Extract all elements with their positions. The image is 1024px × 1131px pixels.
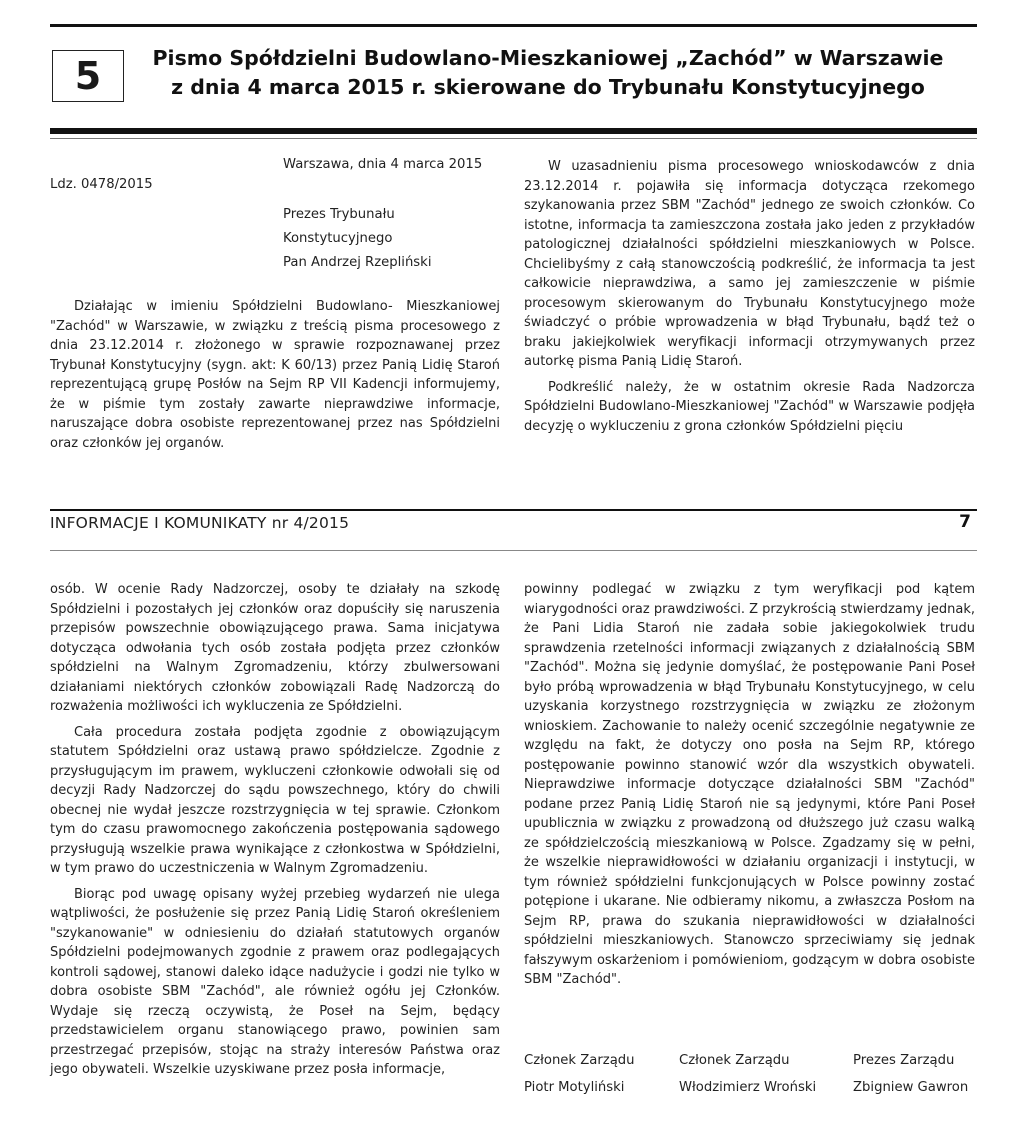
article-title-line-2: z dnia 4 marca 2015 r. skierowane do Trybunału Konstytucyjnego: [171, 75, 925, 99]
footer-rule-thin: [50, 550, 977, 551]
bottom-left-column: [50, 580, 500, 1086]
article-title-line-1: Pismo Spółdzielni Budowlano-Mieszkaniowej „Zachód” w Warszawie: [152, 46, 944, 70]
letter-intro-column: [50, 297, 500, 459]
bottom-right-column: [524, 580, 975, 996]
signature-name: Piotr Motyliński: [524, 1080, 625, 1095]
title-rule: [50, 128, 977, 134]
addressee-line-1: Prezes Trybunału: [283, 207, 395, 222]
addressee-line-2: Konstytucyjnego: [283, 231, 393, 246]
signature-role: Członek Zarządu: [524, 1053, 635, 1068]
paragraph: Cała procedura została podjęta zgodnie z obowiązującym statutem Spółdzielni oraz ustawą prawo spółdzielcze. Zgodnie z przysługującym im prawem, wykluczeni członkowie odwołali się od decyzji Rady Nadzorczej do sądu powszechnego, który do chwili obecnej nie wydał jeszcze rozstrzygnięcia w tej sprawie. Członkom tym do czasu prawomocnego zakończenia postępowania sądowego przysługują wszelkie prawa wynikające z członkostwa w Spółdzielni, w tym prawo do uczestniczenia w Walnym Zgromadzeniu.: [50, 724, 500, 876]
letter-addressee: [283, 203, 431, 275]
addressee-line-3: Pan Andrzej Rzepliński: [283, 255, 432, 270]
paragraph: Biorąc pod uwagę opisany wyżej przebieg wydarzeń nie ulega wątpliwości, że posłużenie się przez Panią Lidię Staroń określeniem "szykanowanie" w odniesieniu do działań statutowych organów Spółdzielni podejmowanych zgodnie z prawem oraz podlegających kontroli sądowej, stanowi daleko idące nadużycie i godzi nie tylko w dobra osobiste SBM "Zachód", ale również ogółu jej Członków. Wydaje się rzeczą oczywistą, że Poseł na Sejm, będący przedstawicielem organu stanowiącego prawo, powinien sam przestrzegać przepisów, stojąc na straży interesów Państwa oraz jego obywateli. Wszelkie uzyskiwane przez posła informacje,: [50, 886, 500, 1077]
chapter-number-box: [52, 50, 124, 102]
journal-title: INFORMACJE I KOMUNIKATY nr 4/2015: [50, 514, 350, 532]
signature-3: [853, 1047, 968, 1101]
letter-intro-paragraph: Działając w imieniu Spółdzielni Budowlano- Mieszkaniowej "Zachód" w Warszawie, w związku z treścią pisma procesowego z dnia 23.12.2014 r. złożonego w sprawie rozpoznawanej przez Trybunał Konstytucyjny (sygn. akt: K 60/13) przez Panią Lidię Staroń reprezentującą grupę Posłów na Sejm RP VII Kadencji informujemy, że w piśmie tym zostały zawarte nieprawdziwe informacje, naruszające dobra osobiste reprezentowanej przez nas Spółdzielni oraz członków jej organów.: [50, 299, 500, 451]
top-rule: [50, 24, 977, 27]
article-title: [148, 44, 948, 102]
page-number: 7: [959, 512, 971, 532]
letter-reference: Ldz. 0478/2015: [50, 177, 153, 192]
paragraph: osób. W ocenie Rady Nadzorczej, osoby te działały na szkodę Spółdzielni i pozostałych jej członków oraz dopuściły się naruszenia przepisów powszechnie obowiązującego prawa. Sama inicjatywa dotycząca odwołania tych osób została podjęta przez członków spółdzielni na Walnym Zgromadzeniu, którzy zbulwersowani działaniami niektórych członków zobowiązali Radę Nadzorczą do rozważenia możliwości ich wykluczenia ze Spółdzielni.: [50, 582, 500, 714]
paragraph: powinny podlegać w związku z tym weryfikacji pod kątem wiarygodności oraz prawdziwości. Z przykrością stwierdzamy jednak, że Pani Lidia Staroń nie zadała sobie jakiegokolwiek trudu sprawdzenia rzetelności informacji związanych z działalnością SBM "Zachód". Można się jedynie domyślać, że postępowanie Pani Poseł było próbą wprowadzenia w błąd Trybunału Konstytucyjnego, w celu uzyskania korzystnego rozstrzygnięcia w związku ze złożonym wnioskiem. Zachowanie to należy ocenić szczególnie negatywnie ze względu na fakt, że dotyczy ono posła na Sejm RP, którego postępowanie powinno stanowić wzór dla wszystkich obywateli. Nieprawdziwe informacje dotyczące działalności SBM "Zachód" podane przez Panią Lidię Staroń nie są jedynymi, które Pani Poseł upublicznia w związku z prowadzoną od dłuższego już czasu walką ze spółdzielczością mieszkaniową w Polsce. Zgadzamy się w pełni, że wszelkie nieprawidłowości w działaniu organizacji i instytucji, w tym również spółdzielni funkcjonujących w Polsce powinny zostać potępione i ukarane. Nie odbieramy nikomu, a zwłaszcza Posłom na Sejm RP, prawa do szukania nieprawidłowości w działalności spółdzielni mieszkaniowych. Stanowczo sprzeciwiamy się jednak fałszywym oskarżeniom i pomówieniom, godzącym w dobra osobiste SBM "Zachód".: [524, 582, 975, 987]
paragraph: W uzasadnieniu pisma procesowego wnioskodawców z dnia 23.12.2014 r. pojawiła się informacja dotycząca rzekomego szykanowania przez SBM "Zachód" jednego ze swoich członków. Co istotne, informacja ta zamieszczona została jako jeden z przykładów patologicznej działalności spółdzielni mieszkaniowych w Polsce. Chcielibyśmy z całą stanowczością podkreślić, że informacja ta jest całkowicie nieprawdziwa, a samo jej zamieszczenie w piśmie procesowym skierowanym do Trybunału Konstytucyjnego może świadczyć o próbie wprowadzenia w błąd Trybunału, bądź też o braku jakiejkolwiek weryfikacji informacji otrzymywanych przez autorkę pisma Panią Lidię Staroń.: [524, 159, 975, 369]
signature-1: [524, 1047, 635, 1101]
page-footer: [50, 514, 977, 536]
paragraph: Podkreślić należy, że w ostatnim okresie Rada Nadzorcza Spółdzielni Budowlano-Mieszkaniowej "Zachód" w Warszawie podjęła decyzję o wykluczeniu z grona członków Spółdzielni pięciu: [524, 379, 975, 434]
footer-rule: [50, 509, 977, 511]
title-rule-thin: [50, 138, 977, 139]
chapter-number: 5: [74, 54, 102, 98]
signature-role: Prezes Zarządu: [853, 1053, 955, 1068]
signature-2: [679, 1047, 816, 1101]
signature-name: Zbigniew Gawron: [853, 1080, 969, 1095]
signature-name: Włodzimierz Wroński: [679, 1080, 817, 1095]
letter-place-date: Warszawa, dnia 4 marca 2015: [283, 157, 483, 172]
top-right-column: [524, 157, 975, 442]
signature-role: Członek Zarządu: [679, 1053, 790, 1068]
